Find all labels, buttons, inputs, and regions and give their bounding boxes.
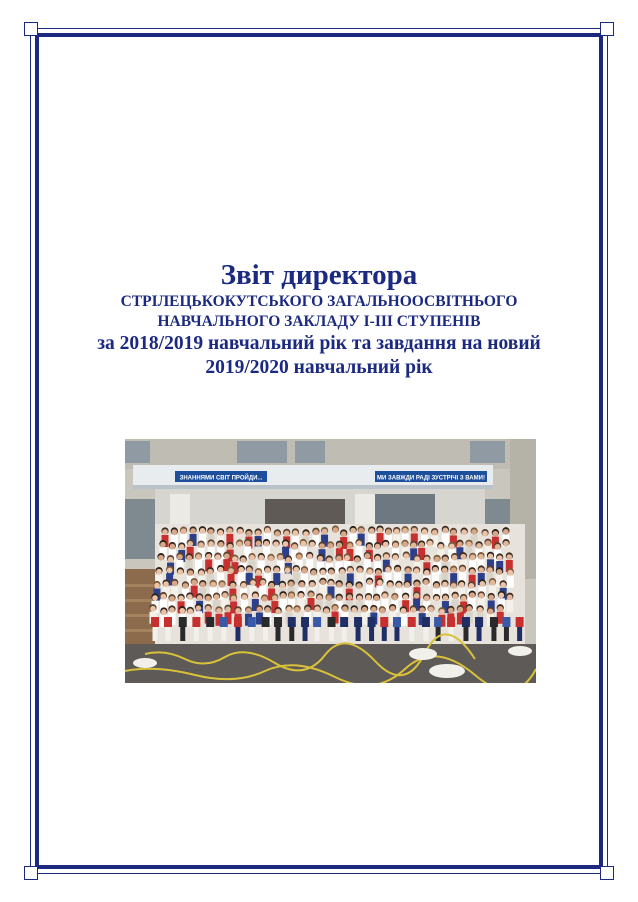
school-group-photo	[125, 439, 536, 683]
school-name-line-2: НАВЧАЛЬНОГО ЗАКЛАДУ І-ІІІ СТУПЕНІВ	[157, 313, 481, 330]
school-name-line-1: СТРІЛЕЦЬКОКУТСЬКОГО ЗАГАЛЬНООСВІТНЬОГО	[120, 293, 518, 310]
banner-left-text: ЗНАННЯМИ СВІТ ПРОЙДИ...	[179, 475, 263, 482]
border-corner-bottom-left	[24, 866, 38, 880]
border-corner-top-right	[600, 22, 614, 36]
period-line-2: 2019/2020 навчальний рік	[205, 357, 433, 378]
period-line-1: за 2018/2019 навчальний рік та завдання на новий	[97, 333, 541, 354]
title-block	[60, 258, 578, 380]
border-corner-top-left	[24, 22, 38, 36]
banner-left	[175, 471, 267, 482]
banner-right	[375, 471, 487, 482]
border-corner-bottom-right	[600, 866, 614, 880]
report-title: Звіт директора	[220, 259, 418, 291]
banner-right-text: МИ ЗАВЖДИ РАДІ ЗУСТРІЧІ З ВАМИ!	[377, 475, 485, 482]
